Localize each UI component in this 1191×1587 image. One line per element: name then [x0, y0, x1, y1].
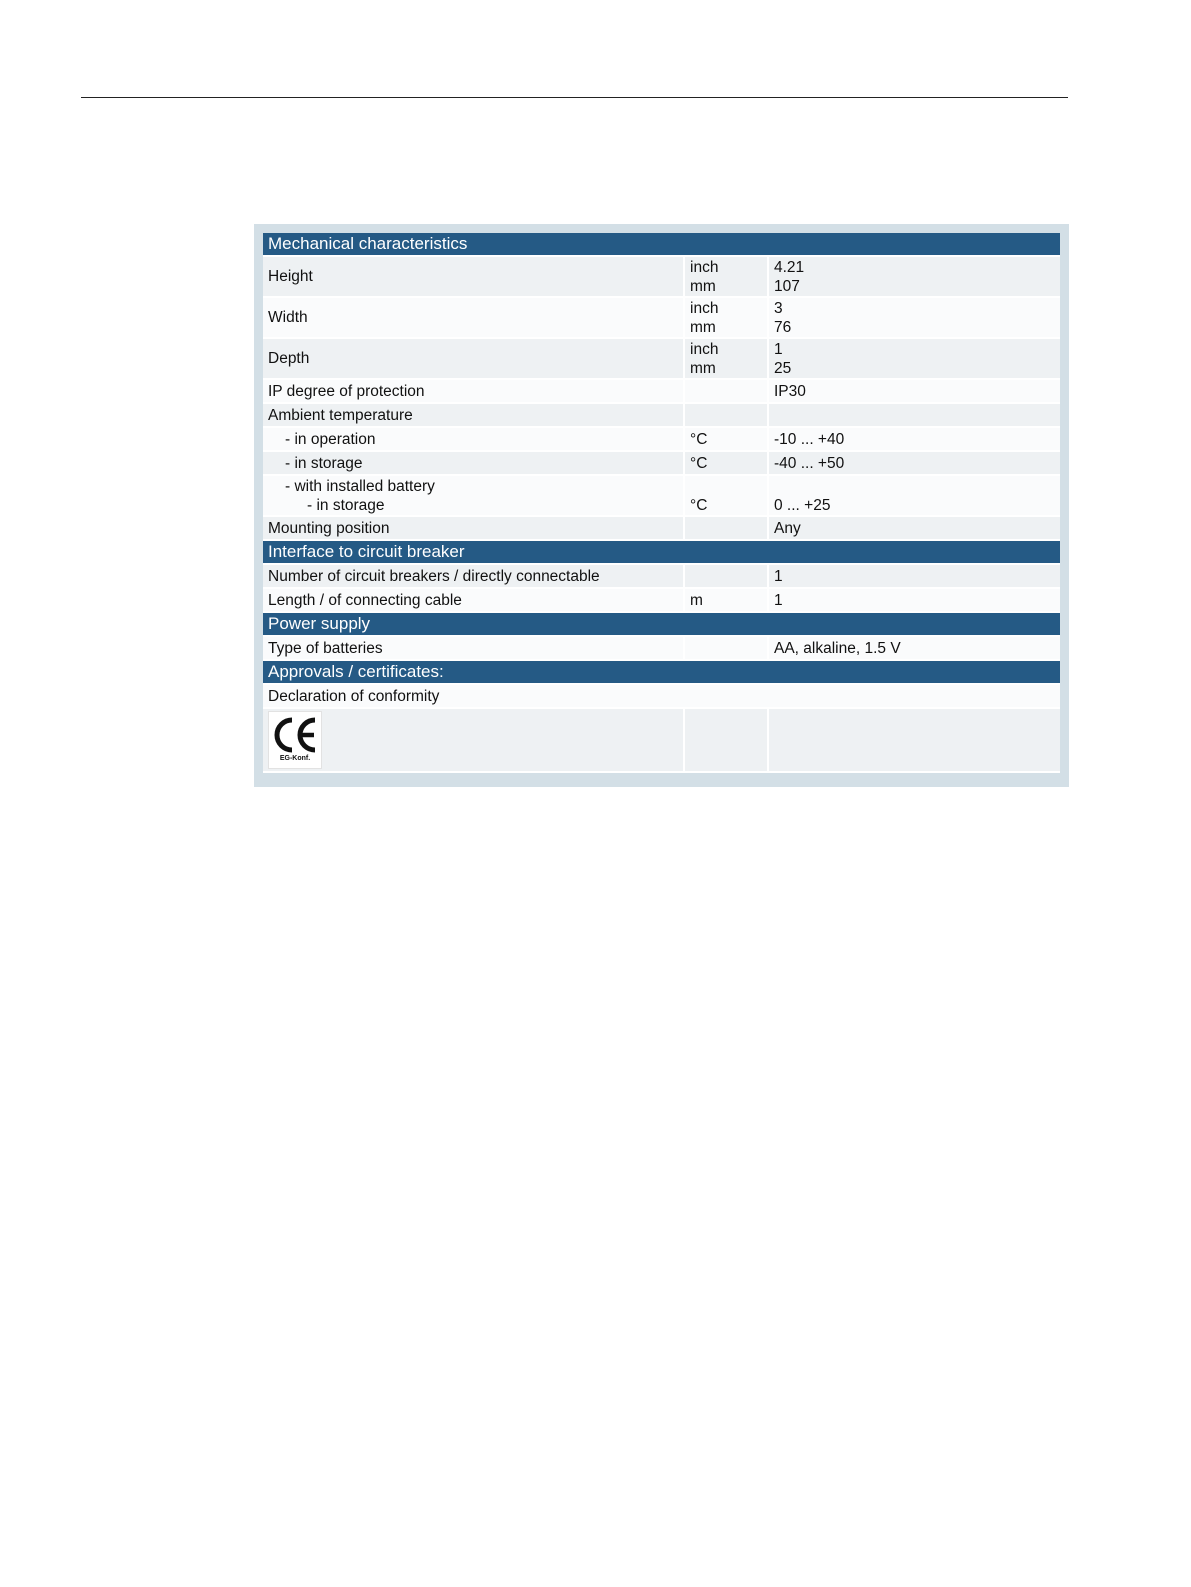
row-label: Ambient temperature [263, 404, 683, 428]
sub-label: - in storage [285, 454, 363, 472]
logo-cell [263, 709, 683, 773]
row-value: -10 ... +40 [767, 428, 1060, 452]
row-height [263, 257, 1060, 298]
row-unit [683, 298, 767, 339]
section-approvals [263, 661, 1060, 685]
row-label: Height [263, 257, 683, 298]
row-value [767, 257, 1060, 298]
row-value [767, 709, 1060, 773]
section-power-supply [263, 613, 1060, 637]
row-unit [683, 380, 767, 404]
row-number-of-breakers [263, 565, 1060, 589]
technical-data-table [263, 233, 1060, 773]
section-title: Approvals / certificates: [263, 661, 1060, 685]
row-temp-operation [263, 428, 1060, 452]
row-unit [683, 709, 767, 773]
row-width [263, 298, 1060, 339]
row-label: Width [263, 298, 683, 339]
row-label: Mounting position [263, 517, 683, 541]
row-depth [263, 339, 1060, 380]
row-value: AA, alkaline, 1.5 V [767, 637, 1060, 661]
sub-sub-label: - in storage [307, 497, 385, 514]
unit-inch: inch [690, 299, 719, 317]
row-unit [683, 404, 767, 428]
row-unit [683, 517, 767, 541]
row-cable-length [263, 589, 1060, 613]
row-battery-type [263, 637, 1060, 661]
row-unit [683, 565, 767, 589]
row-unit: °C [683, 476, 767, 517]
ce-mark-icon [272, 717, 318, 753]
spec-table-frame [254, 224, 1069, 787]
row-label: Declaration of conformity [263, 685, 1060, 709]
ce-caption: EG-Konf. [279, 755, 311, 762]
unit-mm: mm [690, 318, 716, 336]
unit-mm: mm [690, 359, 716, 377]
row-temp-battery-storage [263, 476, 1060, 517]
value-inch: 1 [774, 340, 783, 358]
section-title: Interface to circuit breaker [263, 541, 1060, 565]
row-ip-protection [263, 380, 1060, 404]
section-interface [263, 541, 1060, 565]
row-label: IP degree of protection [263, 380, 683, 404]
row-value [767, 404, 1060, 428]
row-label: Type of batteries [263, 637, 683, 661]
unit-inch: inch [690, 340, 719, 358]
top-rule [81, 97, 1068, 98]
row-ambient-temperature [263, 404, 1060, 428]
section-mechanical [263, 233, 1060, 257]
row-label: Number of circuit breakers / directly connectable [263, 565, 683, 589]
section-title: Mechanical characteristics [263, 233, 1060, 257]
row-unit [683, 637, 767, 661]
row-label [263, 428, 683, 452]
row-value: 1 [767, 565, 1060, 589]
sub-label: - in operation [285, 430, 376, 448]
unit-mm: mm [690, 277, 716, 295]
row-temp-storage [263, 452, 1060, 476]
value-mm: 76 [774, 318, 792, 336]
row-unit: m [683, 589, 767, 613]
unit-inch: inch [690, 258, 719, 276]
row-mounting-position [263, 517, 1060, 541]
row-declaration-of-conformity [263, 685, 1060, 709]
row-unit: °C [683, 452, 767, 476]
row-ce-logo [263, 709, 1060, 773]
row-value: 0 ... +25 [767, 476, 1060, 517]
row-value [767, 298, 1060, 339]
row-label: Length / of connecting cable [263, 589, 683, 613]
value-inch: 4.21 [774, 258, 805, 276]
row-label [263, 452, 683, 476]
value-mm: 107 [774, 277, 800, 295]
section-title: Power supply [263, 613, 1060, 637]
row-value: -40 ... +50 [767, 452, 1060, 476]
ce-mark-logo [268, 711, 322, 769]
row-value: 1 [767, 589, 1060, 613]
row-value: IP30 [767, 380, 1060, 404]
row-label: Depth [263, 339, 683, 380]
row-unit: °C [683, 428, 767, 452]
value-inch: 3 [774, 299, 783, 317]
sub-label: - with installed battery [285, 478, 435, 495]
row-value: Any [767, 517, 1060, 541]
row-unit [683, 257, 767, 298]
row-unit [683, 339, 767, 380]
row-value [767, 339, 1060, 380]
row-label [263, 476, 683, 517]
value-mm: 25 [774, 359, 792, 377]
